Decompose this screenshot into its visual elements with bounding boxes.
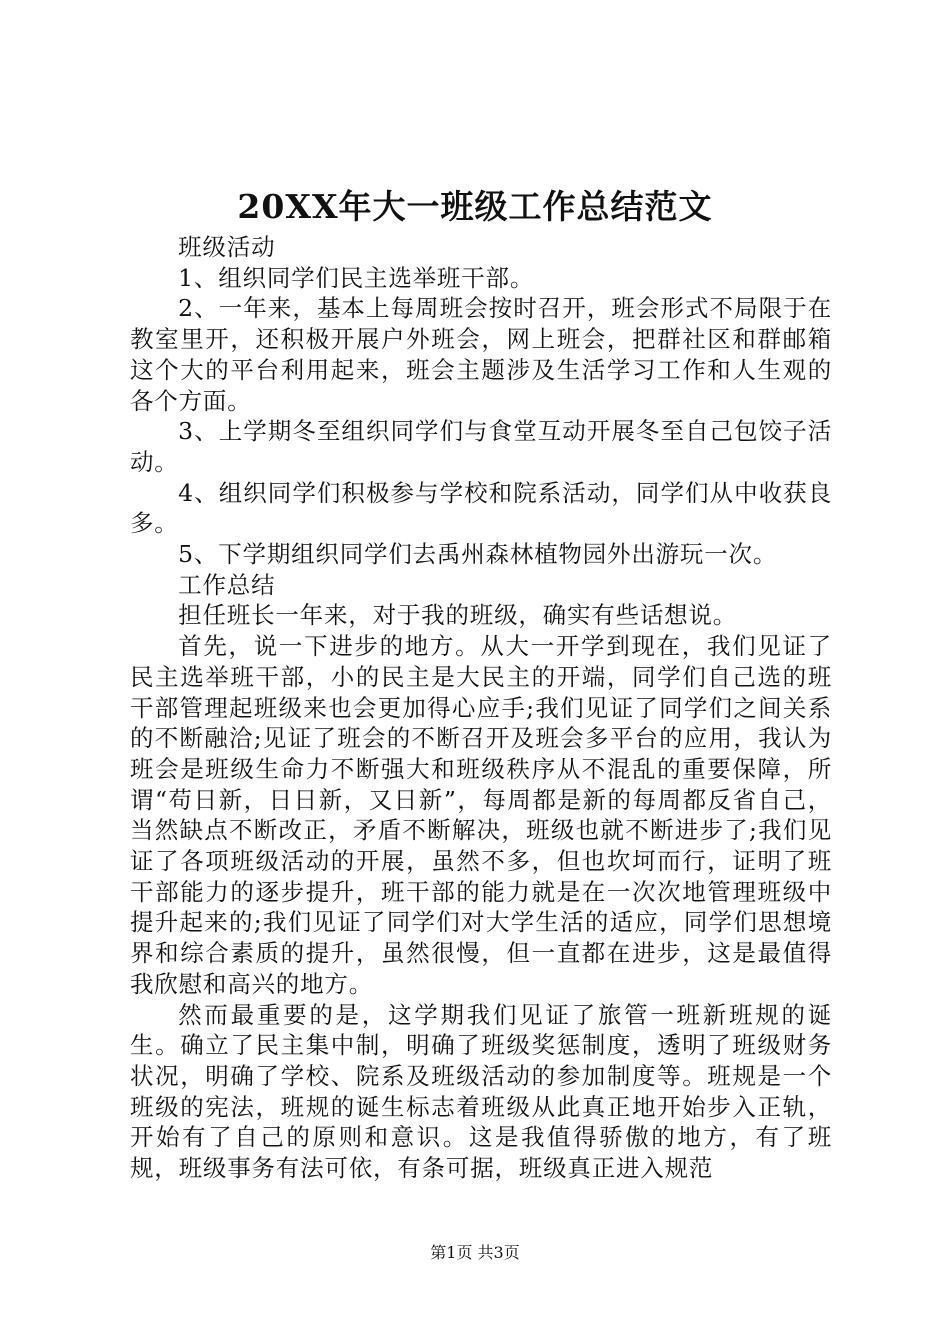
section-heading-summary: 工作总结	[178, 570, 276, 599]
summary-paragraph-3: 然而最重要的是，这学期我们见证了旅管一班新班规的诞生。确立了民主集中制，明确了班级奖惩制度，透明了班级财务状况，明确了学校、院系及班级活动的参加制度等。班规是一个班级的宪法，班规的诞生标志着班级从此真正地开始步入正轨，开始有了自己的原则和意识。这是我值得骄傲的地方，有了班规，班级事务有法可依，有条可据，班级真正进入规范	[130, 1000, 832, 1183]
activity-item-1: 1、组织同学们民主选举班干部。	[178, 263, 535, 292]
page-footer: 第1页 共3页	[430, 1243, 520, 1262]
activity-item-3: 3、上学期冬至组织同学们与食堂互动开展冬至自己包饺子活动。	[130, 417, 832, 476]
activity-item-2: 2、一年来，基本上每周班会按时召开，班会形式不局限于在教室里开，还积极开展户外班会，网上班会，把群社区和群邮箱这个大的平台利用起来，班会主题涉及生活学习工作和人生观的各个方面。	[130, 294, 832, 415]
document-title: 20XX年大一班级工作总结范文	[237, 187, 713, 226]
document-body	[130, 232, 832, 1184]
activity-item-4: 4、组织同学们积极参与学校和院系活动，同学们从中收获良多。	[130, 478, 832, 538]
summary-paragraph-2: 首先，说一下进步的地方。从大一开学到现在，我们见证了民主选举班干部，小的民主是大民主的开端，同学们自己选的班干部管理起班级来也会更加得心应手;我们见证了同学们之间关系的不断融洽;见证了班会的不断召开及班会多平台的应用，我认为班会是班级生命力不断强大和班级秩序从不混乱的重要保障，所谓“苟日新，日日新，又日新”，每周都是新的每周都反省自己，当然缺点不断改正，矛盾不断解决，班级也就不断进步了;我们见证了各项班级活动的开展，虽然不多，但也坎坷而行，证明了班干部能力的逐步提升，班干部的能力就是在一次次地管理班级中提升起来的;我们见证了同学们对大学生活的适应，同学们思想境界和综合素质的提升，虽然很慢，但一直都在进步，这是最值得我欣慰和高兴的地方。	[130, 632, 832, 998]
summary-paragraph-1: 担任班长一年来，对于我的班级，确实有些话想说。	[178, 601, 738, 630]
section-heading-activities: 班级活动	[178, 233, 276, 261]
activity-item-5: 5、下学期组织同学们去禹州森林植物园外出游玩一次。	[178, 540, 778, 569]
